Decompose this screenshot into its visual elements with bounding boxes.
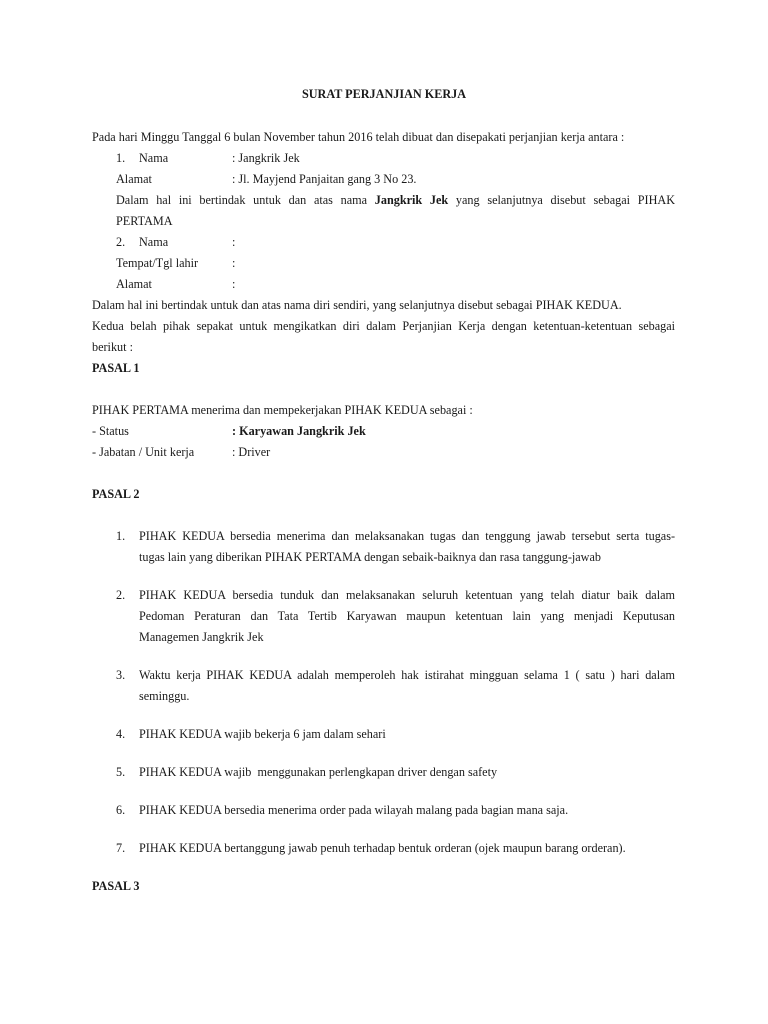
party1-number: 1. (116, 151, 126, 165)
party1-description-line2: PERTAMA (116, 214, 173, 228)
pasal2-item-line: tugas lain yang diberikan PIHAK PERTAMA dengan sebaik-baiknya dan rasa tanggung-jawab (139, 550, 601, 564)
agreement-line2: berikut : (92, 340, 133, 354)
party2-name-value: : (232, 235, 236, 249)
agreement-line1: Kedua belah pihak sepakat untuk mengikatkan diri dalam Perjanjian Kerja dengan ketentuan-ketentuan sebagai (92, 319, 675, 333)
party1-name-value: : Jangkrik Jek (232, 151, 300, 165)
party1-name-label: Nama (139, 151, 169, 165)
pasal2-item-line: PIHAK KEDUA bersedia menerima dan melaksanakan tugas dan tenggung jawab tersebut serta tugas- (139, 529, 675, 543)
pasal2-item-line: PIHAK KEDUA bersedia tunduk dan melaksanakan seluruh ketentuan yang telah diatur baik dalam (139, 588, 675, 602)
pasal2-item-line: Managemen Jangkrik Jek (139, 630, 264, 644)
pasal3-heading: PASAL 3 (92, 879, 140, 893)
pasal2-item-line: PIHAK KEDUA bersedia menerima order pada wilayah malang pada bagian mana saja. (139, 803, 569, 817)
pasal2-heading: PASAL 2 (92, 487, 140, 501)
party1-address-value: : Jl. Mayjend Panjaitan gang 3 No 23. (232, 172, 417, 186)
intro-paragraph: Pada hari Minggu Tanggal 6 bulan November tahun 2016 telah dibuat dan disepakati perjanjian kerja antara : (92, 130, 625, 144)
pasal2-item-line: PIHAK KEDUA bertanggung jawab penuh terhadap bentuk orderan (ojek maupun barang orderan). (139, 841, 626, 855)
pasal1-heading: PASAL 1 (92, 361, 140, 375)
pasal2-item-line: Pedoman Peraturan dan Tata Tertib Karyawan maupun ketentuan lain yang menjadi Keputusan (139, 609, 675, 623)
pasal2-item-number: 2. (116, 588, 126, 602)
party1-description: Dalam hal ini bertindak untuk dan atas nama Jangkrik Jek yang selanjutnya disebut sebagai PIHAK (116, 193, 675, 207)
pasal2-item-number: 5. (116, 765, 126, 779)
party2-address-value: : (232, 277, 236, 291)
pasal2-item-number: 6. (116, 803, 126, 817)
party2-birth-value: : (232, 256, 236, 270)
pasal1-status-label: - Status (92, 424, 129, 438)
pasal2-item-number: 1. (116, 529, 126, 543)
pasal2-item-line: PIHAK KEDUA wajib bekerja 6 jam dalam sehari (139, 727, 386, 741)
party2-address-label: Alamat (116, 277, 152, 291)
pasal2-item-number: 4. (116, 727, 126, 741)
pasal1-text: PIHAK PERTAMA menerima dan mempekerjakan PIHAK KEDUA sebagai : (92, 403, 473, 417)
pasal2-item-line: PIHAK KEDUA wajib menggunakan perlengkapan driver dengan safety (139, 765, 498, 779)
pasal2-item-line: seminggu. (139, 689, 190, 703)
pasal2-item-line: Waktu kerja PIHAK KEDUA adalah memperoleh hak istirahat mingguan selama 1 ( satu ) hari dalam (139, 668, 675, 682)
pasal1-status-value: : Karyawan Jangkrik Jek (232, 424, 366, 438)
pasal2-item-number: 7. (116, 841, 126, 855)
party2-name-label: Nama (139, 235, 169, 249)
pasal2-item-number: 3. (116, 668, 126, 682)
pasal1-job-value: : Driver (232, 445, 271, 459)
party1-address-label: Alamat (116, 172, 152, 186)
document-title: SURAT PERJANJIAN KERJA (301, 87, 467, 101)
party2-description: Dalam hal ini bertindak untuk dan atas nama diri sendiri, yang selanjutnya disebut sebagai PIHAK KEDUA. (92, 298, 622, 312)
party2-number: 2. (116, 235, 126, 249)
pasal1-job-label: - Jabatan / Unit kerja (92, 445, 195, 459)
party2-birth-label: Tempat/Tgl lahir (116, 256, 199, 270)
